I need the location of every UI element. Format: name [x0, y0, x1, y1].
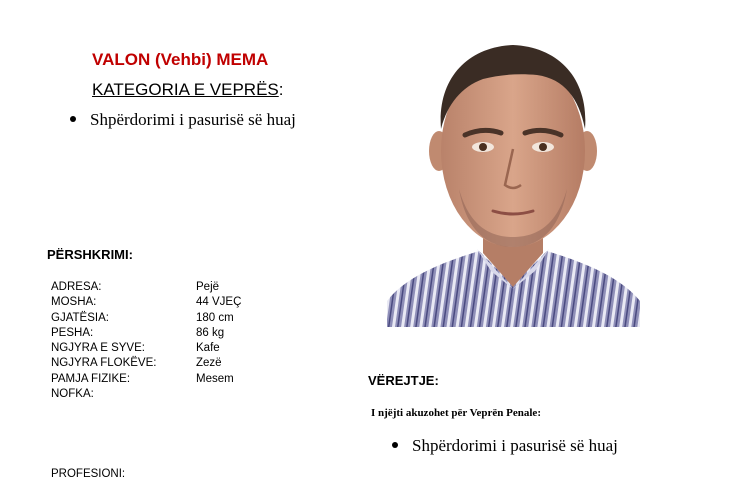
info-label: ADRESA:	[51, 281, 102, 293]
info-label: MOSHA:	[51, 296, 97, 309]
info-row-age	[51, 295, 241, 310]
charge-list-item	[392, 436, 618, 456]
info-value: 180 cm	[196, 311, 234, 324]
info-label: NGJYRA E SYVE:	[51, 342, 145, 355]
charge-item-text: Shpërdorimi i pasurisë së huaj	[412, 436, 618, 455]
info-row-weight	[51, 326, 241, 341]
info-label: PESHA:	[51, 326, 94, 339]
description-heading: PËRSHKRIMI:	[47, 247, 133, 262]
info-value: Zezë	[196, 357, 222, 370]
info-value: 44 VJEÇ	[196, 296, 242, 309]
bullet-icon	[70, 116, 76, 122]
bullet-icon	[392, 442, 398, 448]
info-value: Pejë	[196, 281, 220, 293]
info-row-nickname	[51, 387, 241, 402]
category-heading-text: KATEGORIA E VEPRËS	[92, 80, 279, 99]
info-label: NOFKA:	[51, 388, 94, 401]
accused-statement: I njëjti akuzohet për Veprën Penale:	[371, 407, 541, 419]
category-list-item	[70, 110, 296, 130]
description-table	[51, 280, 241, 402]
person-photo	[387, 39, 640, 327]
category-heading-colon: :	[278, 80, 284, 99]
info-row-hair-color	[51, 356, 241, 371]
person-name: VALON (Vehbi) MEMA	[92, 50, 269, 69]
info-row-address	[51, 280, 241, 295]
info-value: Mesem	[196, 372, 234, 385]
info-value: 86 kg	[196, 326, 225, 339]
info-value: Kafe	[196, 342, 220, 355]
portrait-image	[387, 39, 640, 327]
category-item-text: Shpërdorimi i pasurisë së huaj	[90, 110, 296, 129]
profession-label: PROFESIONI:	[51, 468, 126, 480]
info-row-physique	[51, 372, 241, 387]
info-row-height	[51, 311, 241, 326]
info-label: PAMJA FIZIKE:	[51, 372, 131, 385]
info-label: GJATËSIA:	[51, 311, 109, 324]
remarks-heading: VËREJTJE:	[368, 373, 439, 388]
info-row-eye-color	[51, 341, 241, 356]
category-heading	[92, 80, 283, 100]
info-label: NGJYRA FLOKËVE:	[51, 357, 157, 370]
